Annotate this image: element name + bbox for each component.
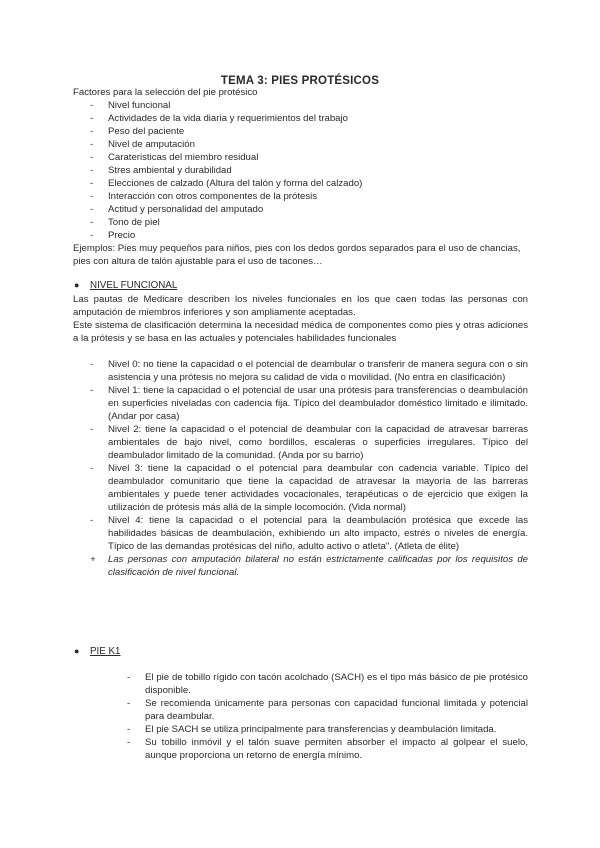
list-item: - El pie de tobillo rígido con tacón acolchado (SACH) es el tipo más básico de pie protésico disponible. bbox=[127, 672, 528, 696]
list-item: - Tono de piel bbox=[90, 217, 160, 228]
list-item: - Actitud y personalidad del amputado bbox=[90, 204, 264, 215]
list-item: - Nivel funcional bbox=[90, 100, 171, 111]
list-item: - Interacción con otros componentes de la prótesis bbox=[90, 191, 318, 202]
bullet-icon: ● bbox=[74, 646, 80, 656]
pie-k1-list bbox=[127, 671, 528, 762]
list-item: + Las personas con amputación bilateral no están estrictamente calificadas por los requisitos de clasificación de nivel funcional. bbox=[90, 554, 528, 578]
list-item: - Nivel 2: tiene la capacidad o el potencial de deambular con la capacidad de atravesar barreras ambientales de bajo nivel, como bordillos, escaleras o superficies irregulares. Típico del deambulador limitado de la comunidad. (Anda por su barrio) bbox=[90, 424, 528, 461]
list-item: - Precio bbox=[90, 230, 136, 241]
list-item: - Actividades de la vida diaria y requerimientos del trabajo bbox=[90, 113, 348, 124]
intro-text: Factores para la selección del pie protésico bbox=[73, 87, 258, 98]
list-item: - Nivel 4: tiene la capacidad o el potencial para la deambulación protésica que excede las habilidades básicas de deambulación, exhibiendo un alto impacto, estrés o niveles de energía. Típico de las demandas protésicas del niño, adulto activo o atleta". (Atleta de élite) bbox=[90, 515, 528, 552]
list-item: - Nivel 0: no tiene la capacidad o el potencial de deambular o transferir de manera segura con o sin asistencia y una prótesis no mejora su calidad de vida o movilidad. (No entra en clasificación) bbox=[90, 359, 528, 383]
levels-list bbox=[90, 358, 528, 579]
section1-paragraph-2: Este sistema de clasificación determina la necesidad médica de componentes como pies y otras adiciones a la prótesis y se basa en las actuales y potenciales habilidades funcionales bbox=[73, 320, 528, 344]
list-item: - Nivel de amputación bbox=[90, 139, 195, 150]
page-title: TEMA 3: PIES PROTÉSICOS bbox=[220, 75, 380, 87]
list-item: - Carateristicas del miembro residual bbox=[90, 152, 259, 163]
list-item: - Elecciones de calzado (Altura del talón y forma del calzado) bbox=[90, 178, 363, 189]
list-item: - Su tobillo inmóvil y el talón suave permiten absorber el impacto al golpear el suelo, aunque proporciona un retorno de energía mínimo. bbox=[127, 737, 528, 761]
bullet-icon: ● bbox=[74, 280, 80, 290]
list-item: - El pie SACH se utiliza principalmente para transferencias y deambulación limitada. bbox=[127, 724, 497, 735]
section-heading-pie-k1: ● PIE K1 bbox=[74, 646, 121, 657]
factors-list bbox=[90, 99, 528, 242]
list-item: - Nivel 3: tiene la capacidad o el potencial para deambular con cadencia variable. Típico del deambulador comunitario que tiene la capacidad de atravesar la mayoría de las barreras ambientales y puede tener actividades vocacionales, terapéuticas o de ejercicio que exigen la utilización de prótesis más allá de la simple locomoción. (Vida normal) bbox=[90, 463, 528, 513]
list-item: - Stres ambiental y durabilidad bbox=[90, 165, 232, 176]
section1-paragraph-1: Las pautas de Medicare describen los niveles funcionales en los que caen todas las personas con amputación de miembros inferiores y son ampliamente aceptadas. bbox=[73, 294, 528, 318]
section-heading-nivel-funcional: ● NIVEL FUNCIONAL bbox=[74, 280, 178, 291]
examples-text: Ejemplos: Pies muy pequeños para niños, pies con los dedos gordos separados para el uso de chancias, pies con altura de talón ajustable para el uso de tacones… bbox=[73, 243, 521, 267]
list-item: - Peso del paciente bbox=[90, 126, 185, 137]
list-item: - Se recomienda únicamente para personas con capacidad funcional limitada y potencial para deambular. bbox=[127, 698, 528, 722]
list-item: - Nivel 1: tiene la capacidad o el potencial de usar una prótesis para transferencias o deambulación en superficies niveladas con cadencia fija. Típico del deambulador doméstico limitado e ilimitado. (Andar por casa) bbox=[90, 385, 528, 422]
